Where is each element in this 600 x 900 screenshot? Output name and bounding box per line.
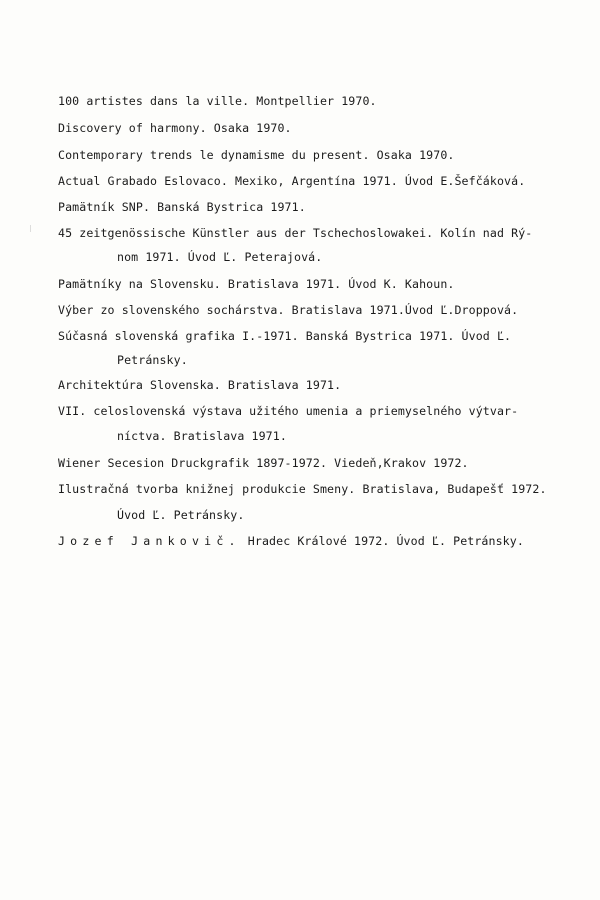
entry-3: Contemporary trends le dynamisme du present. Osaka 1970. (58, 148, 455, 162)
entry-6-continuation: nom 1971. Úvod Ľ. Peterajová. (117, 250, 323, 264)
entry-12: Wiener Secesion Druckgrafik 1897-1972. Viedeň,Krakov 1972. (58, 456, 469, 470)
entry-13: Ilustračná tvorba knižnej produkcie Smeny. Bratislava, Budapešť 1972. (58, 482, 547, 496)
entry-4: Actual Grabado Eslovaco. Mexiko, Argentína 1971. Úvod E.Šefčáková. (58, 174, 526, 188)
entry-10: Architektúra Slovenska. Bratislava 1971. (58, 378, 342, 392)
entry-14-details: Hradec Králové 1972. Úvod Ľ. Petránsky. (247, 534, 524, 548)
entry-6: 45 zeitgenössische Künstler aus der Tschechoslowakei. Kolín nad Rý- (58, 226, 533, 240)
entry-14 (58, 536, 524, 548)
entry-9: Súčasná slovenská grafika I.-1971. Banská Bystrica 1971. Úvod Ľ. (58, 329, 512, 343)
entry-11: VII. celoslovenská výstava užitého umenia a priemyselného výtvar- (58, 404, 519, 418)
entry-11-continuation: níctva. Bratislava 1971. (117, 429, 287, 443)
entry-1: 100 artistes dans la ville. Montpellier 1970. (58, 94, 377, 108)
entry-2: Discovery of harmony. Osaka 1970. (58, 121, 292, 135)
entry-8: Výber zo slovenského sochárstva. Bratislava 1971.Úvod Ľ.Droppová. (58, 303, 519, 317)
artist-name-spaced: Jozef Jankovič. (58, 534, 241, 548)
entry-13-continuation: Úvod Ľ. Petránsky. (117, 508, 245, 522)
entry-9-continuation: Petránsky. (117, 353, 188, 367)
entry-7: Pamätníky na Slovensku. Bratislava 1971. Úvod K. Kahoun. (58, 277, 455, 291)
entry-5: Pamätník SNP. Banská Bystrica 1971. (58, 200, 306, 214)
